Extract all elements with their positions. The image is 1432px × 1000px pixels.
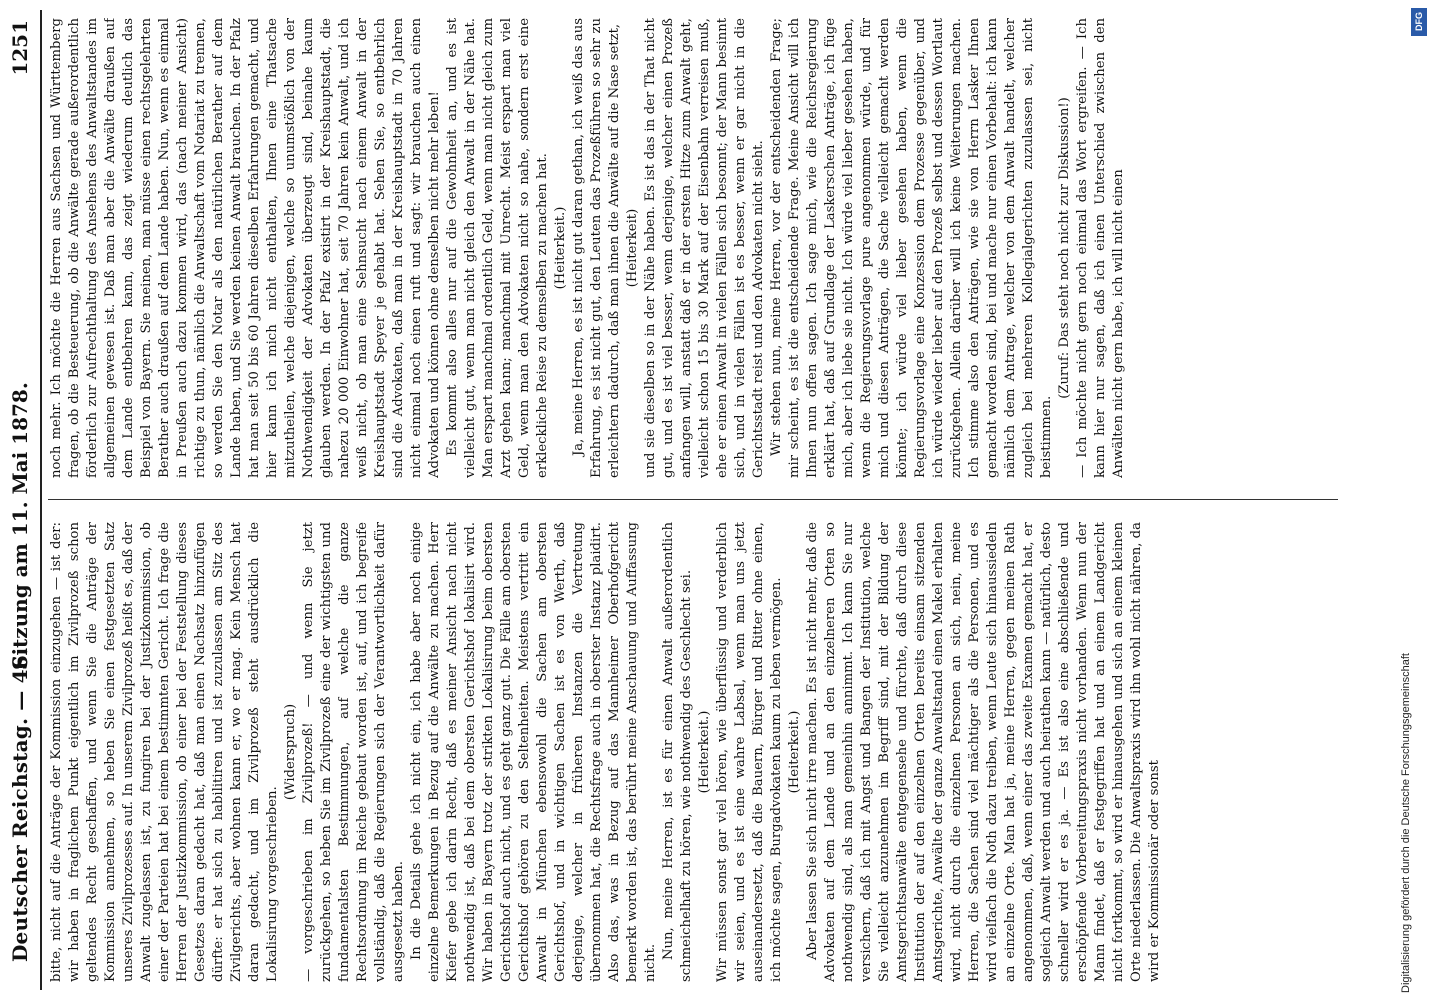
digitization-credit <box>1400 8 1424 993</box>
right-stage-note: (Zuruf: Das steht noch nicht zur Diskussion!) <box>1057 97 1072 399</box>
header-publication: Deutscher Reichstag. — 46. <box>8 647 32 962</box>
right-stage-note: (Heiterkeit.) <box>553 206 568 290</box>
right-paragraph: Ja, meine Herren, es ist nicht gut daran gethan, ich weiß das aus Erfahrung, es ist nicht gut, den Leuten das Prozeßführen so sehr zu erleichtern dadurch, daß man ihnen die Anwälte auf die Nase setzt, <box>571 18 622 478</box>
header-rule <box>40 10 42 990</box>
left-paragraph: — vorgeschrieben im Zivilprozeß! — und wenn Sie jetzt zurückgehen, so heben Sie im Zivilprozeß eine der wichtigsten und fundamentalsten Bestimmungen, auf welche die ganze Rechtsordnung im Reiche gebaut worden ist, auf, und ich begreife vollständig, daß die Regierungen sich der Verantwortlichkeit dafür ausgesetzt haben. <box>301 522 406 982</box>
page-number: 1251 <box>8 20 32 76</box>
left-stage-note: (Heiterkeit.) <box>787 710 802 794</box>
right-paragraph: Es kommt also alles nur auf die Gewohnheit an, und es ist vielleicht gut, wenn man nicht gleich den Anwalt in der Nähe hat. Man erspart manchmal ordentlich Geld, wenn man nicht gleich zum Arzt gehen kann; manchmal mit Unrecht. Meist erspart man viel Geld, wenn man den Advokaten nicht so nahe, sondern erst eine erkleckliche Reise zu demselben zu machen hat. <box>445 18 550 478</box>
right-paragraph: — Ich möchte nicht gern noch einmal das Wort ergreifen. — Ich kann hier nur sagen, daß ich einen Unterschied zwischen den Anwälten nicht gern habe, ich will nicht einen <box>1075 18 1126 478</box>
digitization-credit-text: Digitalisierung gefördert durch die Deutsche Forschungsgemeinschaft <box>1400 653 1412 993</box>
left-paragraph: Aber lassen Sie sich nicht irre machen. Es ist nicht mehr, daß die Advokaten auf dem Lande und an den einzelneren Orten so nothwendig sind, als man gemeinhin annimmt. Ich kann Sie nur versichern, daß ich mit Angst und Bangen der Institution, welche Sie vielleicht anzunehmen im Begriff sind, mit der Bildung der Amtsgerichtsanwälte entgegensehe und fürchte, daß durch diese Institution der auf den einzelnen Orten bereits einsam sitzenden Amtsgerichte, Anwälte der ganze Anwaltstand einen Makel erhalten wird, nicht durch die einzelnen Personen an sich, nein, meine Herren, die Sachen sind viel mächtiger als die Personen, und es wird vielfach die Noth dazu treiben, wenn Leute sich hinaussiedeln an einzelne Orte. Man hat ja, meine Herren, gegen meinen Rath angenommen, daß, wenn einer das zweite Examen gemacht hat, er sogleich Anwalt werden und auch heirathen kann — natürlich, desto schneller wird er es ja. — Es ist also eine abschließende und erschöpfende Vorbereitungspraxis nicht vorhanden. Wenn nun der Mann findet, daß er festgegriffen hat und an einem Landgericht nicht fortkommt, so wird er hinausgehen und sich an einem kleinen Orte niederlassen. Die Anwaltspraxis wird ihn wohl nicht nähren, da wird er Kommissionär oder sonst <box>805 522 1162 982</box>
left-stage-note: (Widerspruch) <box>283 703 298 801</box>
left-paragraph: bitte, nicht auf die Anträge der Kommission einzugehen — ist der: wir haben in fraglichem Punkt eigentlich im Zivilprozeß schon geltendes Recht geschaffen, und wenn Sie die Anträge der Kommission annehmen, so heben Sie einen festgesetzten Satz unseres Zivilprozesses auf. In unserem Zivilprozeß heißt es, daß der Anwalt zugelassen ist, zu fungiren bei der Justizkommission, ob einer der Parteien hat bei einem bestimmten Gericht. Ich frage die Herren der Justizkommission, ob einer bei der Feststellung dieses Gesetzes daran gedacht hat, daß man einen Nachsatz hinzufügen dürfte: er hat sich zu habilitiren und ist zuzulassen am Sitz des Zivilgerichts, aber wohnen kann er, wo er mag. Kein Mensch hat daran gedacht, und im Zivilprozeß steht ausdrücklich die Lokalisirung vorgeschrieben. <box>49 522 280 982</box>
left-stage-note: (Heiterkeit.) <box>697 710 712 794</box>
right-stage-note: (Heiterkeit) <box>625 208 640 288</box>
right-column <box>48 18 1348 478</box>
right-paragraph: und sie dieselben so in der Nähe haben. Es ist das in der That nicht gut, und es ist viel besser, wenn derjenige, welcher einen Prozeß anfangen will, anstatt daß er in der ersten Hitze zum Anwalt geht, vielleicht schon 15 bis 30 Mark auf der Eisenbahn verreisen muß, ehe er einen Anwalt in vielen Fällen sich besonnt; der Mann besinnt sich, und in vielen Fällen ist es besser, wenn er gar nicht in die Gerichtsstadt reist und den Advokaten nicht sieht. <box>643 18 766 478</box>
header-session-date: Sitzung am 11. Mai 1878. <box>8 382 32 670</box>
page-header <box>0 0 44 1000</box>
column-divider <box>48 499 1338 500</box>
right-paragraph: Wir stehen nun, meine Herren, vor der entscheidenden Frage; mir scheint, es ist die entscheidende Frage. Meine Ansicht will ich Ihnen nun offen sagen. Ich sage mich, wie die Reichsregierung erklärt hat, daß auf Grundlage der Laskerschen Anträge, ich füge mich, aber ich liebe sie nicht. Ich würde viel lieber gesehen haben, wenn die Regierungsvorlage pure angenommen würde, und für mich und diesen Anträgen, die Sache vielleicht gemacht werden könnte; ich würde viel lieber gesehen haben, wenn die Regierungsvorlage eine Konzession dem Prozesse gegenüber, und ich würde wieder lieber auf den Prozeß selbst und dessen Wortlaut zurückgehen. Allein darüber will ich keine Weiterungen machen. Ich stimme also den Anträgen, wie sie von Herrn Lasker Ihnen gemacht worden sind, bei und mache nur einen Vorbehalt: ich kann nämlich dem Antrage, welcher von dem Anwalt handelt, welcher zugleich bei mehreren Kollegialgerichten zuzulassen sei, nicht beistimmen. <box>769 18 1054 478</box>
dfg-logo: DFG <box>1411 8 1427 36</box>
right-paragraph: noch mehr. Ich möchte die Herren aus Sachsen und Württemberg fragen, ob die Besteuerung, ob die Anwälte gerade außerordentlich förderlich zur Aufrechthaltung des Ansehens des Anwaltstandes im allgemeinen gewesen ist. Daß man aber die Anwälte draußen auf dem Lande entbehren kann, das zeigt wiederum deutlich das Beispiel von Bayern. Sie meinen, man müsse einen rechtsgelehrten Berather auch draußen auf dem Lande haben. Nun, wenn es einmal in Preußen auch dazu kommen wird, das (nach meiner Ansicht) richtige zu thun, nämlich die Anwaltschaft vom Notariat zu trennen, so werden Sie den Notar als den natürlichen Berather auf dem Lande haben, und Sie werden keinen Anwalt brauchen. In der Pfalz hat man seit 50 bis 60 Jahren dieselben Erfahrungen gemacht, und hier kann ich mich nicht enthalten, Ihnen eine Thatsache mitzutheilen, welche diejenigen, welche so unumstößlich von der Nothwendigkeit der Advokaten überzeugt sind, beinahe kaum glauben werden. In der Pfalz existirt in der Kreishauptstadt, die nahezu 20 000 Einwohner hat, seit 70 Jahren kein Anwalt, und ich weiß nicht, ob man eine Sehnsucht nach einem Anwalt in der Kreishauptstadt Speyer je gehabt hat. Sehen Sie, so entbehrlich sind die Advokaten, daß man in der Kreishauptstadt in 70 Jahren nicht einmal noch einen ruft und sagt: wir brauchen auch einen Advokaten und können ohne denselben nicht mehr leben! <box>49 18 442 478</box>
left-column <box>48 522 1348 982</box>
left-paragraph: Wir müssen sonst gar viel hören, wie überflüssig und verderblich wir seien, und es ist eine wahre Labsal, wenn man uns jetzt auseinandersetzt, daß die Bauern, Bürger und Ritter ohne einen, ich möchte sagen, Burgadvokaten kaum zu leben vermögen. <box>715 522 784 982</box>
left-paragraph: Nun, meine Herren, ist es für einen Anwalt außerordentlich schmeichelhaft zu hören, wie nothwendig des Geschlecht sei. <box>661 522 694 982</box>
left-paragraph: In die Details gehe ich nicht ein, ich habe aber noch einige einzelne Bemerkungen in Bezug auf die Anwälte zu machen. Herr Kiefer gebe ich darin Recht, daß es meiner Ansicht nach nicht nothwendig ist, daß bei dem obersten Gerichtshof lokalisirt wird. Wir haben in Bayern trotz der strikten Lokalisirung beim obersten Gerichtshof auch nicht, und es geht ganz gut. Die Fälle am obersten Gerichtshof gehören zu den Seltenheiten. Meistens vertritt ein Anwalt in München ebensowohl die Sachen am obersten Gerichtshof, und in wichtigen Sachen ist es von Werth, daß derjenige, welcher in früheren Instanzen die Vertretung übernommen hat, die Rechtsfrage auch in oberster Instanz plaidirt. Also das, was in Bezug auf das Mannheimer Oberhofgericht bemerkt worden ist, das berührt meine Anschauung und Auffassung nicht. <box>409 522 658 982</box>
